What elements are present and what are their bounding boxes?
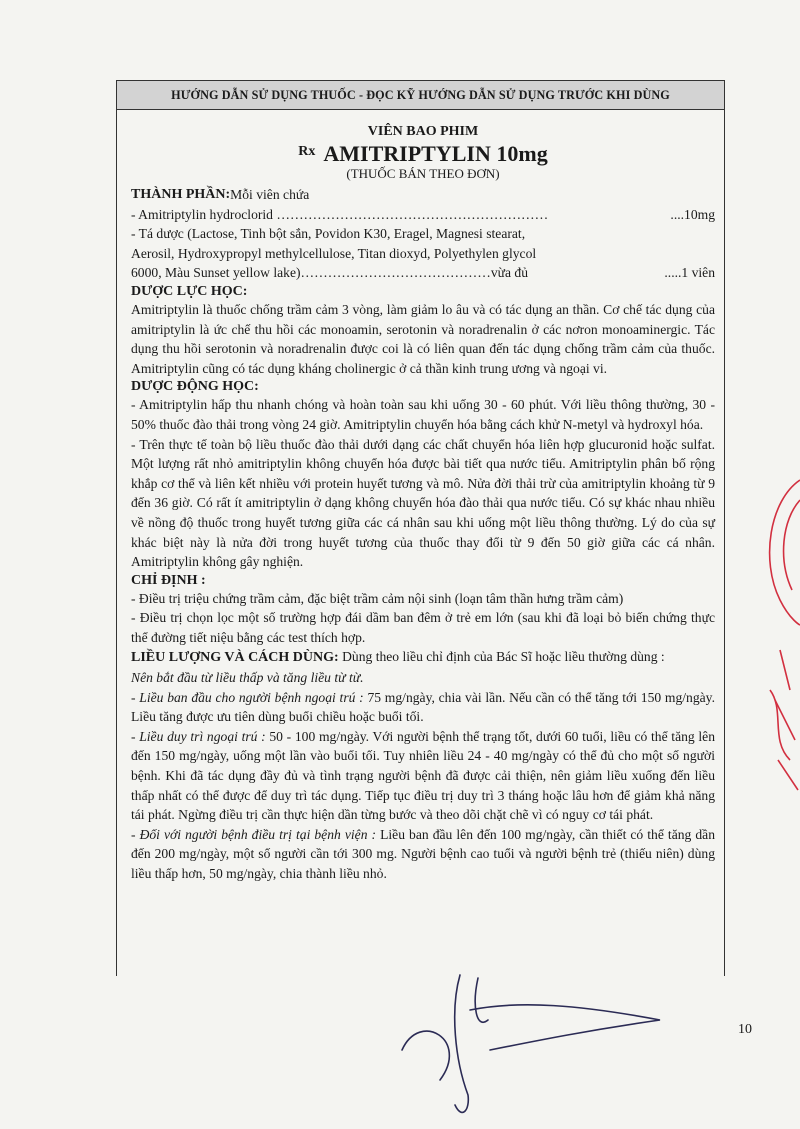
pharmacokinetics-para2: - Trên thực tế toàn bộ liều thuốc đào thải dưới dạng các chất chuyển hóa liên hợp glucuronid hoặc sulfat. Một lượng rất nhỏ amitriptylin không chuyển hóa được bài tiết qua nước tiểu. Amitriptylin phân bố rộng khắp cơ thể và liên kết nhiều với protein huyết tương và mô. Nửa đời thải trừ của amitriptylin khoảng từ 9 đến 36 giờ. Có rất ít amitriptylin ở dạng không chuyển hóa đào thải qua nước tiểu. Có sự khác nhau nhiều về nồng độ thuốc trong huyết tương giữa các cá nhân sau khi uống một liều thông thường. Lý do của sự khác biệt này là nửa đời trong huyết tương của thuốc thay đổi từ 9 đến 50 giờ giữa các cá nhân. Amitriptylin không gây nghiện.	[131, 436, 715, 570]
pharmacodynamics-heading: DƯỢC LỰC HỌC:	[131, 283, 248, 299]
product-name: AMITRIPTYLIN 10mg	[323, 141, 548, 166]
product-title	[131, 140, 715, 166]
dosage-intro: Dùng theo liều chỉ định của Bác Sĩ hoặc liều thường dùng :	[338, 649, 665, 665]
composition-excipients-line1: - Tá dược (Lactose, Tinh bột sắn, Povidon K30, Eragel, Magnesi stearat,	[131, 226, 526, 242]
dosage-outpatient-initial	[131, 688, 715, 727]
dosage-inpatient	[131, 825, 715, 884]
leaflet-frame	[116, 80, 725, 976]
pharmacokinetics-para1: - Amitriptylin hấp thu nhanh chóng và hoàn toàn sau khi uống 30 - 60 phút. Với liều thông thường, 30 - 50% thuốc đào thải trong vòng 24 giờ. Amitriptylin chuyển hóa bằng cách khử N-metyl và hydroxyl hóa.	[131, 397, 715, 432]
dosage-outpatient-maint-label: - Liều duy trì ngoại trú :	[131, 728, 266, 744]
dosage-outpatient-initial-text: 75 mg/ngày, chia vài lần. Nếu cần có thể tăng tới 150 mg/ngày. Liều tăng được ưu tiên dùng buổi chiều hoặc buổi tối.	[131, 689, 715, 725]
dosage-outpatient-maintenance	[131, 727, 715, 825]
composition-excipients-line2: Aerosil, Hydroxypropyl methylcellulose, Titan dioxyd, Polyethylen glycol	[131, 245, 537, 261]
rx-symbol: Rx	[298, 144, 316, 159]
dosage-form: VIÊN BAO PHIM	[367, 124, 479, 139]
page-number: 10	[738, 1022, 752, 1037]
indications-heading: CHỈ ĐỊNH :	[131, 572, 206, 588]
composition-active-row	[131, 205, 715, 225]
pharmacokinetics-heading: DƯỢC ĐỘNG HỌC:	[131, 379, 259, 395]
dosage-outpatient-initial-label: - Liều ban đầu cho người bệnh ngoại trú :	[131, 689, 364, 705]
dosage-inpatient-text: Liều ban đầu lên đến 100 mg/ngày, cần thiết có thể tăng dần đến 200 mg/ngày, một số người cần tới 300 mg. Người bệnh cao tuổi và người bệnh trẻ (thiếu niên) dùng liều thấp hơn, 50 mg/ngày, chia thành liều nhỏ.	[131, 826, 715, 881]
indications-item1: - Điều trị triệu chứng trầm cảm, đặc biệt trầm cảm nội sinh (loạn tâm thần hưng trầm cảm)	[131, 590, 624, 606]
dosage-intro-paragraph	[131, 647, 715, 668]
handwritten-signature	[402, 975, 660, 1112]
composition-excipients-row	[131, 263, 715, 283]
dosage-inpatient-label: - Đối với người bệnh điều trị tại bệnh viện :	[131, 826, 377, 842]
composition-excipients-amount: .....1 viên	[650, 265, 715, 281]
dosage-outpatient-maint-text: 50 - 100 mg/ngày. Với người bệnh thể trạng tốt, dưới 60 tuổi, liều có thể tăng lên đến 150 mg/ngày, uống một lần vào buổi tối. Tuy nhiên liều 24 - 40 mg/ngày có thể đủ cho một số người bệnh. Khi đã tác dụng đầy đủ và tình trạng người bệnh đã được cải thiện, nên giảm liều xuống đến liều thấp nhất có thể được để duy trì tác dụng. Tiếp tục điều trị duy trì 3 tháng hoặc lâu hơn để giảm khả năng tái phát. Ngừng điều trị cần thực hiện dần từng bước và theo dõi chặt chẽ vì có nguy cơ tái phát.	[131, 728, 715, 823]
prescription-note: (THUỐC BÁN THEO ĐƠN)	[346, 166, 500, 181]
composition-heading-row	[131, 185, 715, 205]
composition-heading: THÀNH PHẦN:	[131, 187, 231, 202]
composition-intro: Mỗi viên chứa	[230, 187, 310, 202]
composition-active-amount: ....10mg	[653, 206, 715, 222]
leaflet-content	[131, 123, 715, 884]
composition-excipients-line3: 6000, Màu Sunset yellow lake)……………………………………vừa đủ	[131, 265, 529, 281]
pharmacodynamics-text: Amitriptylin là thuốc chống trầm cảm 3 vòng, làm giảm lo âu và có tác dụng an thần. Cơ chế tác dụng của amitriptylin là ức chế thu hồi các monoamin, serotonin và noradrenalin ở các nơron monoaminergic. Tác dụng thu hồi serotonin và noradrenalin được coi là có liên quan đến tác dụng chống trầm cảm của thuốc. Amitriptylin cũng có tác dụng kháng cholinergic ở cả thần kinh trung ương và ngoại vi.	[131, 301, 715, 376]
dosage-heading: LIỀU LƯỢNG VÀ CÁCH DÙNG:	[131, 650, 339, 666]
red-stamp-fragment	[770, 480, 800, 790]
composition-active-name: - Amitriptylin hydroclorid ……………………………………………………	[131, 206, 549, 222]
indications-item2: - Điều trị chọn lọc một số trường hợp đái dầm ban đêm ở trẻ em lớn (sau khi đã loại bỏ biến chứng thực thể đường tiết niệu bằng các test thích hợp.	[131, 610, 715, 645]
leaflet-header: HƯỚNG DẪN SỬ DỤNG THUỐC - ĐỌC KỸ HƯỚNG DẪN SỬ DỤNG TRƯỚC KHI DÙNG	[117, 81, 724, 110]
dosage-start-note: Nên bắt đầu từ liều thấp và tăng liều từ từ.	[131, 670, 364, 686]
